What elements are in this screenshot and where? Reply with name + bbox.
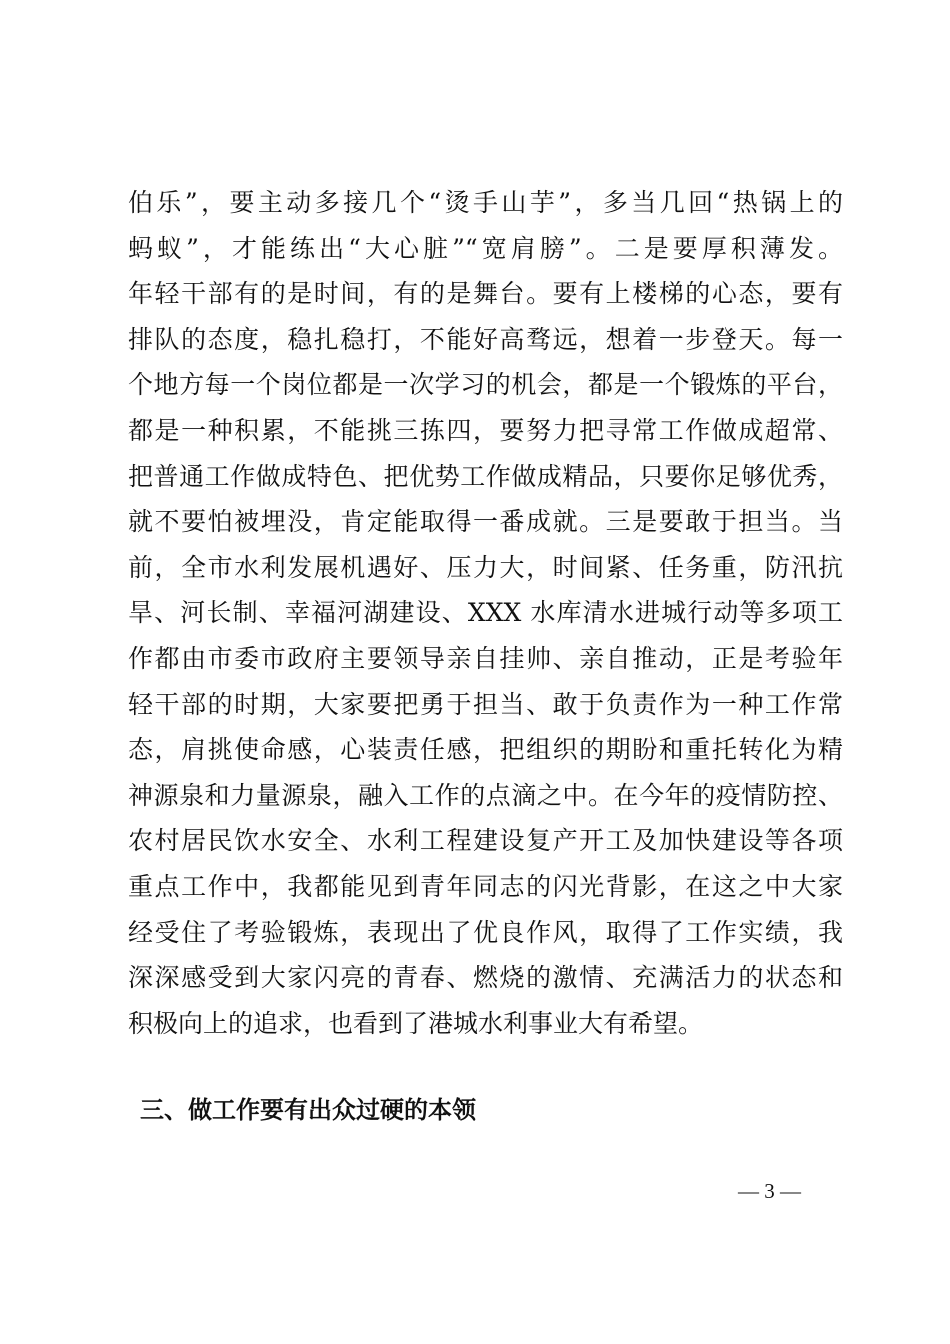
text-line: 蚂蚁”，才能练出“大心脏”“宽肩膀”。二是要厚积薄发。	[128, 233, 843, 263]
text-line: 神源泉和力量源泉，融入工作的点滴之中。在今年的疫情防控、	[128, 780, 843, 810]
text-line: 农村居民饮水安全、水利工程建设复产开工及加快建设等各项	[128, 826, 843, 856]
text-line: 经受住了考验锻炼，表现出了优良作风，取得了工作实绩，我	[128, 917, 843, 947]
text-line: 轻干部的时期，大家要把勇于担当、敢于负责作为一种工作常	[128, 689, 843, 719]
text-line: 深深感受到大家闪亮的青春、燃烧的激情、充满活力的状态和	[128, 963, 843, 993]
text-line: 排队的态度，稳扎稳打，不能好高骛远，想着一步登天。每一	[128, 324, 843, 354]
text-line: 前，全市水利发展机遇好、压力大，时间紧、任务重，防汛抗	[128, 552, 843, 582]
text-line: 都是一种积累，不能挑三拣四，要努力把寻常工作做成超常、	[128, 415, 843, 445]
text-line: 就不要怕被埋没，肯定能取得一番成就。三是要敢于担当。当	[128, 507, 843, 537]
page-number: — 3 —	[738, 1179, 801, 1203]
text-line: 积极向上的追求，也看到了港城水利事业大有希望。	[128, 1008, 704, 1038]
text-line: 态，肩挑使命感，心装责任感，把组织的期盼和重托转化为精	[128, 735, 843, 765]
body-paragraph	[128, 180, 843, 1046]
text-line: 把普通工作做成特色、把优势工作做成精品，只要你足够优秀，	[128, 461, 843, 491]
text-line: 作都由市委市政府主要领导亲自挂帅、亲自推动，正是考验年	[128, 643, 843, 673]
text-line: 旱、河长制、幸福河湖建设、XXX 水库清水进城行动等多项工	[128, 598, 843, 628]
text-line: 重点工作中，我都能见到青年同志的闪光背影，在这之中大家	[128, 871, 843, 901]
text-line: 伯乐”，要主动多接几个“烫手山芋”，多当几回“热锅上的	[128, 188, 843, 217]
section-heading: 三、做工作要有出众过硬的本领	[140, 1096, 476, 1124]
text-line: 个地方每一个岗位都是一次学习的机会，都是一个锻炼的平台，	[128, 370, 843, 400]
text-line: 年轻干部有的是时间，有的是舞台。要有上楼梯的心态，要有	[128, 279, 843, 309]
